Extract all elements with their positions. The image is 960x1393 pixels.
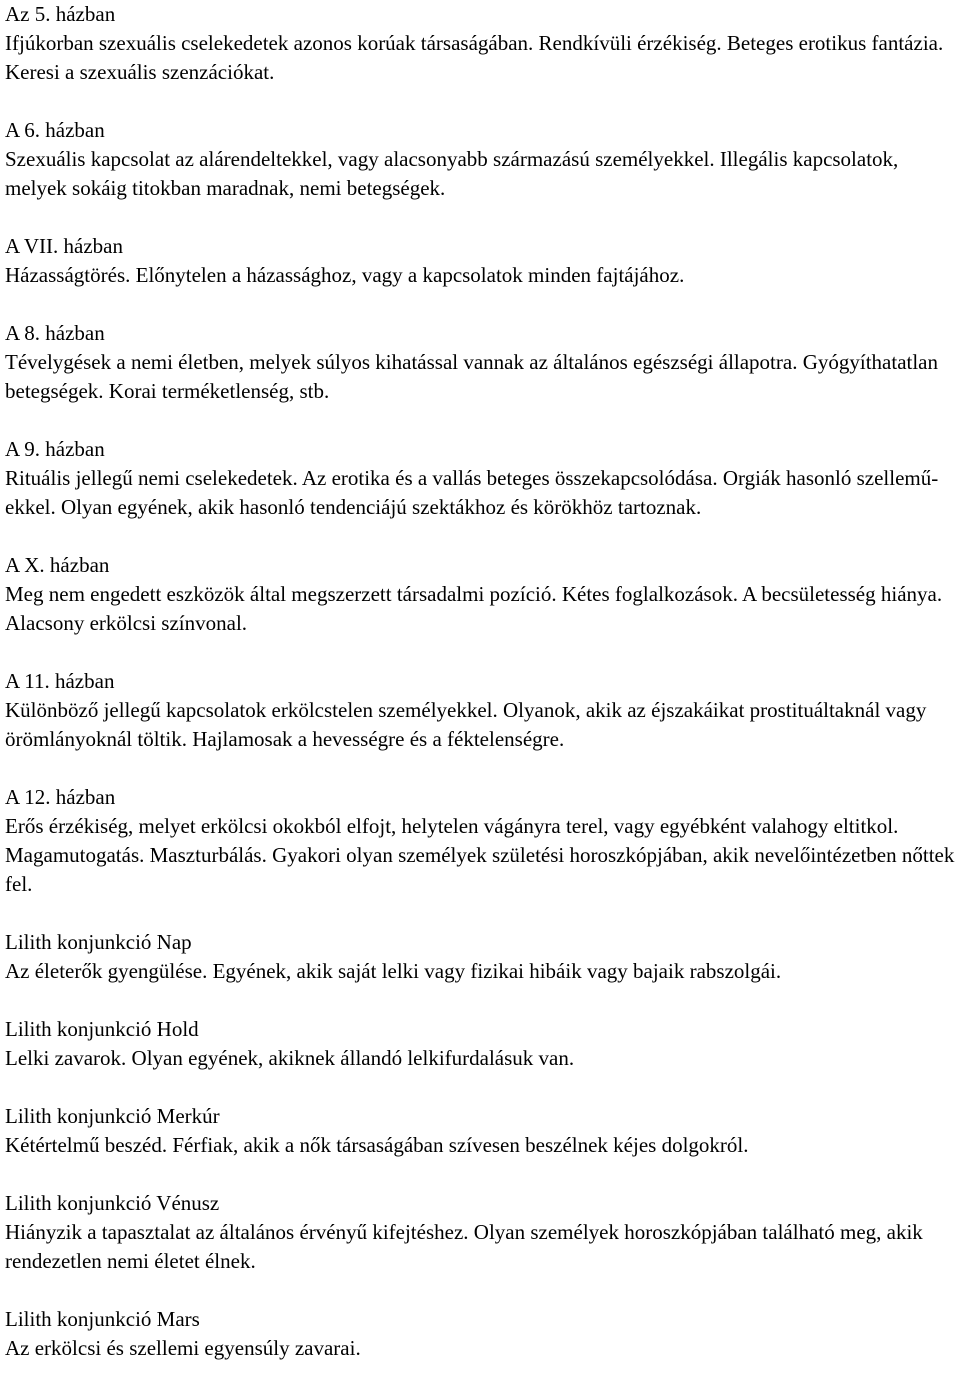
section-heading: Az 5. házban	[5, 2, 116, 26]
section-heading: A 11. házban	[5, 669, 115, 693]
section-house-8	[5, 319, 955, 406]
section-body: Ifjúkorban szexuális cselekedetek azonos korúak társaságában. Rendkívüli érzékiség. Beteges erotikus fantázia. Keresi a szexuális szenzációkat.	[5, 31, 944, 84]
section-heading: A 6. házban	[5, 118, 105, 142]
section-heading: A VII. házban	[5, 234, 123, 258]
section-heading: A 12. házban	[5, 785, 116, 809]
section-lilith-moon	[5, 1015, 955, 1073]
section-house-12	[5, 783, 955, 899]
section-house-10	[5, 551, 955, 638]
section-body: Kétértelmű beszéd. Férfiak, akik a nők társaságában szívesen beszélnek kéjes dolgokról.	[5, 1133, 749, 1157]
section-heading: Lilith konjunkció Mars	[5, 1307, 200, 1331]
section-body: Tévelygések a nemi életben, melyek súlyos kihatással vannak az általános egészségi állapotra. Gyógyíthatatlan betegségek. Korai terméketlenség, stb.	[5, 350, 939, 403]
section-heading: A 9. házban	[5, 437, 105, 461]
section-body: Hiányzik a tapasztalat az általános érvényű kifejtéshez. Olyan személyek horoszkópjában található meg, akik rendezetlen nemi életet élnek.	[5, 1220, 923, 1273]
section-house-11	[5, 667, 955, 754]
section-body: Szexuális kapcsolat az alárendeltekkel, vagy alacsonyabb származású személyekkel. Illegális kapcsolatok, melyek sokáig titokban maradnak, nemi betegségek.	[5, 147, 899, 200]
section-heading: Lilith konjunkció Merkúr	[5, 1104, 220, 1128]
section-body: Lelki zavarok. Olyan egyének, akiknek állandó lelkifurdalásuk van.	[5, 1046, 575, 1070]
section-body: Házasságtörés. Előnytelen a házassághoz, vagy a kapcsolatok minden fajtájához.	[5, 263, 685, 287]
section-house-5	[5, 0, 955, 87]
section-body: Erős érzékiség, melyet erkölcsi okokból elfojt, helytelen vágányra terel, vagy egyébként valahogy eltitkol. Magamutogatás. Maszturbálás. Gyakori olyan személyek születési horoszkópjában, akik nevelőintézetben nőttek fel.	[5, 814, 955, 896]
section-heading: Lilith konjunkció Hold	[5, 1017, 199, 1041]
section-lilith-sun	[5, 928, 955, 986]
section-house-9	[5, 435, 955, 522]
section-body: Meg nem engedett eszközök által megszerzett társadalmi pozíció. Kétes foglalkozások. A becsületesség hiánya. Alacsony erkölcsi színvonal.	[5, 582, 943, 635]
section-heading: A 8. házban	[5, 321, 105, 345]
section-body: Különböző jellegű kapcsolatok erkölcstelen személyekkel. Olyanok, akik az éjszakáikat prostituáltaknál vagy örömlányoknál töltik. Hajlamosak a hevességre és a féktelenségre.	[5, 698, 927, 751]
section-heading: A X. házban	[5, 553, 110, 577]
section-lilith-mars	[5, 1305, 955, 1363]
section-heading: Lilith konjunkció Vénusz	[5, 1191, 220, 1215]
section-house-7	[5, 232, 955, 290]
section-body: Rituális jellegű nemi cselekedetek. Az erotika és a vallás beteges összekapcsolódása. Orgiák hasonló szelleműekkel. Olyan egyének, akik hasonló tendenciájú szektákhoz és körökhöz tartoznak.	[5, 466, 939, 519]
section-lilith-mercury	[5, 1102, 955, 1160]
section-body: Az életerők gyengülése. Egyének, akik saját lelki vagy fizikai hibáik vagy bajaik rabszolgái.	[5, 959, 782, 983]
section-house-6	[5, 116, 955, 203]
section-body: Az erkölcsi és szellemi egyensúly zavarai.	[5, 1336, 361, 1360]
section-heading: Lilith konjunkció Nap	[5, 930, 192, 954]
document-page	[5, 0, 955, 1363]
section-lilith-venus	[5, 1189, 955, 1276]
